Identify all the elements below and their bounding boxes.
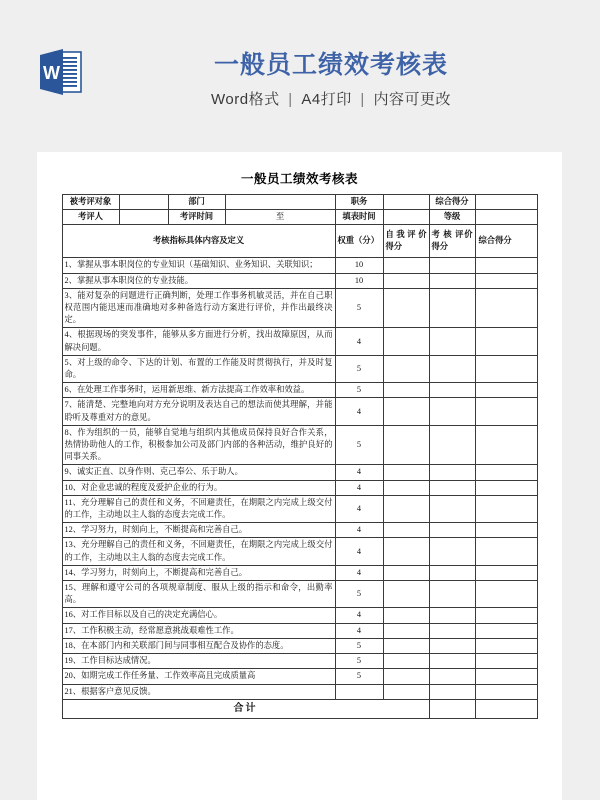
item-total-score[interactable] (475, 328, 537, 355)
item-appraisal-score[interactable] (429, 465, 475, 480)
item-text: 16、对工作目标以及自己的决定充满信心。 (62, 608, 335, 623)
table-row (62, 355, 537, 382)
item-self-score[interactable] (383, 398, 429, 425)
subtitle-part-print: A4打印 (301, 91, 352, 108)
item-text: 5、对上级的命令、下达的计划、布置的工作能及时贯彻执行，并及时复命。 (62, 355, 335, 382)
document-title: 一般员工绩效考核表 (240, 172, 358, 186)
total-row (62, 699, 537, 718)
item-appraisal-score[interactable] (429, 654, 475, 669)
item-self-score[interactable] (383, 523, 429, 538)
item-total-score[interactable] (475, 288, 537, 328)
item-appraisal-score[interactable] (429, 565, 475, 580)
field-label-overall-score: 综合得分 (429, 195, 475, 210)
subtitle-part-editable: 内容可更改 (373, 91, 451, 108)
item-text: 9、诚实正直、以身作则、克己奉公、乐于助人。 (62, 465, 335, 480)
item-appraisal-score[interactable] (429, 398, 475, 425)
field-label-subject: 被考评对象 (62, 195, 119, 210)
item-self-score[interactable] (383, 684, 429, 699)
item-appraisal-score[interactable] (429, 581, 475, 608)
item-total-score[interactable] (475, 523, 537, 538)
item-weight: 4 (335, 608, 383, 623)
item-text: 17、工作积极主动，经常愿意挑战艰难性工作。 (62, 623, 335, 638)
subtitle-part-format: Word格式 (211, 91, 280, 108)
column-header-weight: 权重（分） (335, 225, 383, 258)
item-appraisal-score[interactable] (429, 288, 475, 328)
item-self-score[interactable] (383, 669, 429, 684)
item-weight: 5 (335, 425, 383, 465)
table-row (62, 669, 537, 684)
item-appraisal-score[interactable] (429, 669, 475, 684)
table-row (62, 328, 537, 355)
item-weight: 10 (335, 258, 383, 273)
item-self-score[interactable] (383, 654, 429, 669)
item-self-score[interactable] (383, 495, 429, 522)
total-appraisal-score[interactable] (429, 699, 475, 718)
item-self-score[interactable] (383, 425, 429, 465)
item-appraisal-score[interactable] (429, 538, 475, 565)
item-appraisal-score[interactable] (429, 273, 475, 288)
item-text: 1、掌握从事本职岗位的专业知识（基础知识、业务知识、关联知识； (62, 258, 335, 273)
column-header-total-score: 综合得分 (475, 225, 537, 258)
item-total-score[interactable] (475, 669, 537, 684)
item-text: 12、学习努力，时刻向上，不断提高和完善自己。 (62, 523, 335, 538)
item-self-score[interactable] (383, 623, 429, 638)
item-total-score[interactable] (475, 581, 537, 608)
field-value-position[interactable] (383, 195, 429, 210)
item-appraisal-score[interactable] (429, 328, 475, 355)
item-text: 13、充分理解自己的责任和义务，不回避责任，在期限之内完成上级交付的工作，主动地以主人翁的态度去完成工作。 (62, 538, 335, 565)
item-appraisal-score[interactable] (429, 495, 475, 522)
item-total-score[interactable] (475, 480, 537, 495)
item-text: 14、学习努力，时刻向上，不断提高和完善自己。 (62, 565, 335, 580)
item-total-score[interactable] (475, 638, 537, 653)
table-row (62, 480, 537, 495)
column-header-self-score: 自我评价得分 (383, 225, 429, 258)
item-self-score[interactable] (383, 383, 429, 398)
column-header-appraisal-score: 考 核 评价得分 (429, 225, 475, 258)
item-appraisal-score[interactable] (429, 623, 475, 638)
item-self-score[interactable] (383, 328, 429, 355)
item-text: 18、在本部门内和关联部门间与同事相互配合及协作的态度。 (62, 638, 335, 653)
item-total-score[interactable] (475, 258, 537, 273)
item-total-score[interactable] (475, 654, 537, 669)
item-appraisal-score[interactable] (429, 638, 475, 653)
item-total-score[interactable] (475, 565, 537, 580)
item-appraisal-score[interactable] (429, 355, 475, 382)
item-text: 10、对企业忠诚的程度及爱护企业的行为。 (62, 480, 335, 495)
table-row (62, 288, 537, 328)
table-row (62, 425, 537, 465)
item-self-score[interactable] (383, 565, 429, 580)
field-value-appraiser[interactable] (119, 210, 168, 225)
item-appraisal-score[interactable] (429, 523, 475, 538)
table-row (62, 465, 537, 480)
item-self-score[interactable] (383, 480, 429, 495)
field-label-appraiser: 考评人 (62, 210, 119, 225)
table-row (62, 495, 537, 522)
item-text: 19、工作目标达成情况。 (62, 654, 335, 669)
item-text: 6、在处理工作事务时，运用新思维、新方法提高工作效率和效益。 (62, 383, 335, 398)
item-self-score[interactable] (383, 581, 429, 608)
item-weight: 4 (335, 565, 383, 580)
table-row (62, 383, 537, 398)
table-row (62, 538, 537, 565)
banner-title: 一般员工绩效考核表 (213, 51, 448, 79)
item-weight: 4 (335, 480, 383, 495)
table-row (62, 258, 537, 273)
item-self-score[interactable] (383, 465, 429, 480)
item-text: 21、根据客户意见反馈。 (62, 684, 335, 699)
item-text: 4、根据现场的突发事件，能够从多方面进行分析，找出故障原因，从而解决问题。 (62, 328, 335, 355)
item-text: 20、如期完成工作任务量、工作效率高且完成质量高 (62, 669, 335, 684)
subtitle-separator-1: | (288, 91, 293, 108)
item-weight: 5 (335, 288, 383, 328)
item-weight: 4 (335, 523, 383, 538)
item-weight: 4 (335, 538, 383, 565)
table-row (62, 684, 537, 699)
info-row-1 (62, 195, 537, 210)
item-weight: 4 (335, 495, 383, 522)
field-label-fill-date: 填表时间 (335, 210, 383, 225)
item-total-score[interactable] (475, 355, 537, 382)
item-total-score[interactable] (475, 608, 537, 623)
item-text: 11、充分理解自己的责任和义务，不回避责任，在期限之内完成上级交付的工作，主动地以主人翁的态度去完成工作。 (62, 495, 335, 522)
table-row (62, 654, 537, 669)
item-weight: 5 (335, 638, 383, 653)
item-total-score[interactable] (475, 623, 537, 638)
field-label-grade: 等级 (429, 210, 475, 225)
item-appraisal-score[interactable] (429, 684, 475, 699)
item-appraisal-score[interactable] (429, 425, 475, 465)
item-weight: 5 (335, 383, 383, 398)
item-appraisal-score[interactable] (429, 383, 475, 398)
field-label-department: 部门 (168, 195, 225, 210)
promo-banner (0, 0, 600, 152)
item-total-score[interactable] (475, 495, 537, 522)
item-total-score[interactable] (475, 383, 537, 398)
item-text: 3、能对复杂的问题进行正确判断，处理工作事务机敏灵活，并在自己职权范围内能迅速而准确地对多种备选行动方案进行评价，并作出最终决定。 (62, 288, 335, 328)
item-self-score[interactable] (383, 355, 429, 382)
item-appraisal-score[interactable] (429, 608, 475, 623)
table-row (62, 273, 537, 288)
item-weight: 5 (335, 669, 383, 684)
item-weight: 5 (335, 581, 383, 608)
item-self-score[interactable] (383, 538, 429, 565)
item-weight (335, 684, 383, 699)
total-label: 合计 (62, 699, 429, 718)
table-row (62, 565, 537, 580)
field-value-appraisal-period[interactable]: 至 (225, 210, 335, 225)
item-text: 15、理解和遵守公司的各项规章制度、服从上级的指示和命令，出勤率高。 (62, 581, 335, 608)
item-total-score[interactable] (475, 538, 537, 565)
total-overall-score[interactable] (475, 699, 537, 718)
item-text: 2、掌握从事本职岗位的专业技能。 (62, 273, 335, 288)
field-value-overall-score[interactable] (475, 195, 537, 210)
field-value-subject[interactable] (119, 195, 168, 210)
item-weight: 4 (335, 623, 383, 638)
table-row (62, 523, 537, 538)
word-logo-icon (38, 48, 84, 100)
item-weight: 5 (335, 654, 383, 669)
item-text: 7、能清楚、完整地向对方充分说明及表达自己的想法而使其理解，并能聆听及尊重对方的意见。 (62, 398, 335, 425)
info-row-2 (62, 210, 537, 225)
item-total-score[interactable] (475, 398, 537, 425)
item-total-score[interactable] (475, 425, 537, 465)
item-weight: 5 (335, 355, 383, 382)
item-self-score[interactable] (383, 638, 429, 653)
field-label-appraisal-period: 考评时间 (168, 210, 225, 225)
svg-text:W: W (43, 63, 60, 83)
document-sheet (37, 152, 562, 800)
item-weight: 10 (335, 273, 383, 288)
item-total-score[interactable] (475, 684, 537, 699)
banner-subtitle (96, 88, 566, 112)
table-row (62, 623, 537, 638)
item-weight: 4 (335, 465, 383, 480)
table-row (62, 581, 537, 608)
field-value-department[interactable] (225, 195, 335, 210)
column-header-criteria: 考核指标具体内容及定义 (62, 225, 335, 258)
banner-text-block (96, 48, 566, 112)
item-self-score[interactable] (383, 273, 429, 288)
item-self-score[interactable] (383, 608, 429, 623)
item-self-score[interactable] (383, 288, 429, 328)
item-appraisal-score[interactable] (429, 258, 475, 273)
item-weight: 4 (335, 328, 383, 355)
item-self-score[interactable] (383, 258, 429, 273)
field-value-grade[interactable] (475, 210, 537, 225)
table-row (62, 608, 537, 623)
field-label-position: 职务 (335, 195, 383, 210)
item-text: 8、作为组织的一员，能够自觉地与组织内其他成员保持良好合作关系，热情协助他人的工作，积极参加公司及部门内部的各种活动，维护良好的同事关系。 (62, 425, 335, 465)
column-header-row (62, 225, 537, 258)
table-row (62, 638, 537, 653)
item-weight: 4 (335, 398, 383, 425)
item-total-score[interactable] (475, 465, 537, 480)
field-value-fill-date[interactable] (383, 210, 429, 225)
item-total-score[interactable] (475, 273, 537, 288)
subtitle-separator-2: | (360, 91, 365, 108)
table-row (62, 398, 537, 425)
performance-appraisal-table (62, 194, 538, 719)
item-appraisal-score[interactable] (429, 480, 475, 495)
